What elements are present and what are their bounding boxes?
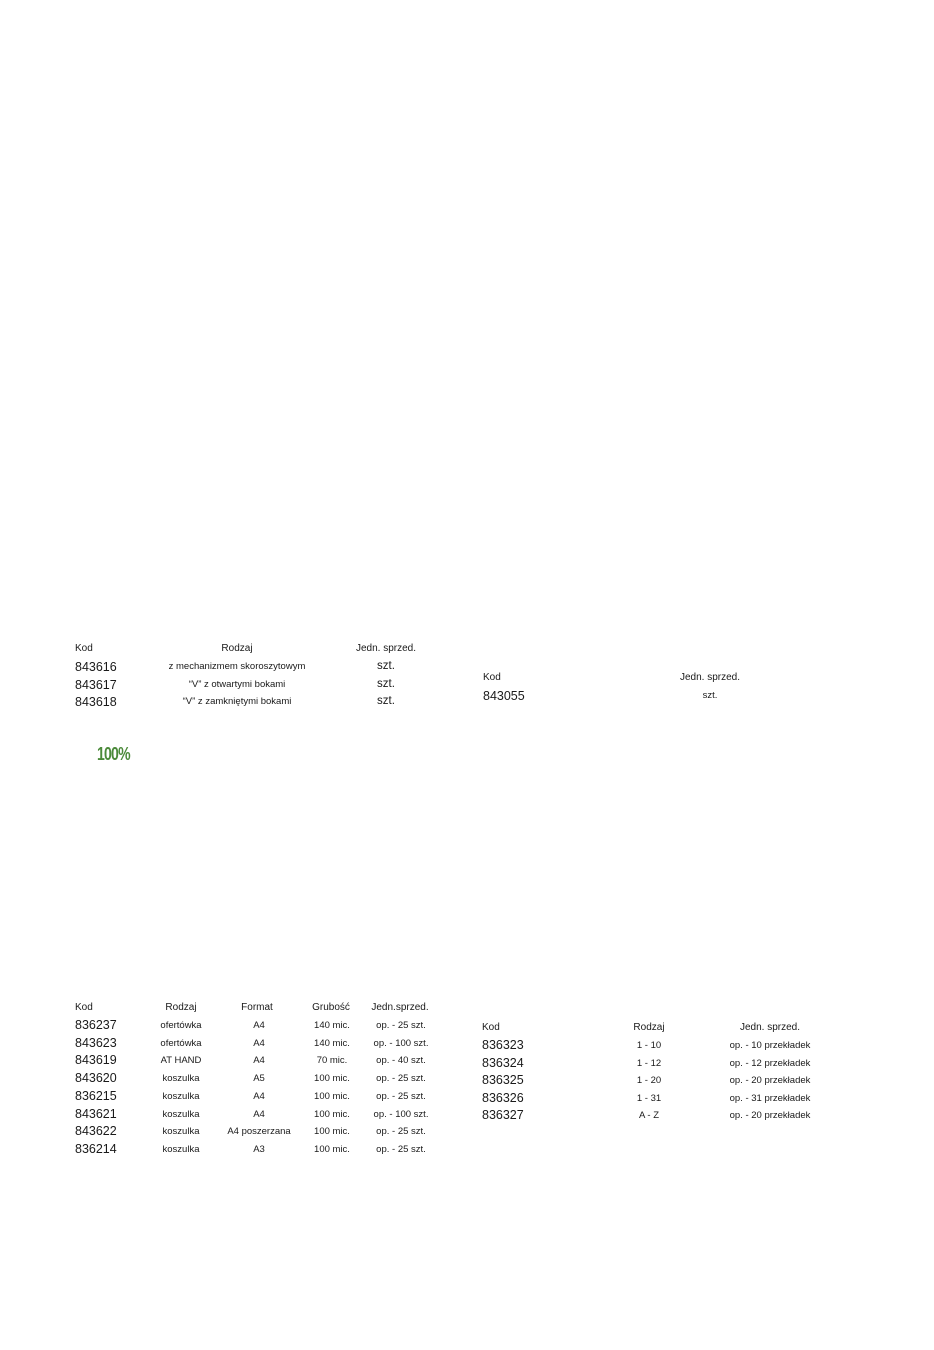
- row-jedn: szt.: [377, 660, 395, 672]
- row-code: 843621: [75, 1106, 117, 1121]
- row-cell: 140 mic.: [314, 1037, 350, 1049]
- header-jedn-sprzed: Jedn. sprzed.: [739, 1022, 801, 1033]
- row-jedn: szt.: [377, 678, 395, 690]
- row-cell: ofertówka: [160, 1037, 202, 1049]
- row-cell: A4: [253, 1037, 265, 1049]
- header-jedn-sprzed: Jedn. sprzed.: [355, 643, 417, 654]
- row-cell: op. - 25 szt.: [376, 1073, 426, 1085]
- row-code: 836214: [75, 1141, 117, 1156]
- row-cell: 1 - 10: [636, 1040, 662, 1051]
- row-code: 843617: [75, 678, 117, 692]
- header-jedn-sprzed: Jedn.sprzed.: [371, 1002, 429, 1013]
- row-code: 843616: [75, 660, 117, 674]
- row-cell: 100 mic.: [314, 1108, 350, 1120]
- row-code: 836237: [75, 1018, 117, 1032]
- row-cell: 1 - 31: [636, 1092, 662, 1104]
- row-code: 836325: [482, 1073, 524, 1088]
- row-cell: 100 mic.: [314, 1090, 350, 1102]
- row-cell: 100 mic.: [314, 1126, 350, 1138]
- row-cell: op. - 40 szt.: [376, 1055, 426, 1067]
- row-cell: op. - 25 szt.: [376, 1143, 426, 1155]
- row-cell: op. - 25 szt.: [376, 1126, 426, 1138]
- header-kod: Kod: [482, 1022, 500, 1033]
- row-cell: op. - 25 szt.: [376, 1020, 426, 1031]
- row-cell: 100 mic.: [314, 1143, 350, 1155]
- row-code: 843622: [75, 1124, 117, 1139]
- row-code: 843620: [75, 1071, 117, 1086]
- row-cell: op. - 25 szt.: [376, 1090, 426, 1102]
- header-rodzaj: Rodzaj: [165, 1002, 197, 1013]
- header-grubosc: Grubość: [312, 1002, 350, 1013]
- row-cell: A4 poszerzana: [227, 1126, 291, 1138]
- row-code: 836215: [75, 1088, 117, 1103]
- row-code: 836327: [482, 1108, 524, 1123]
- header-format: Format: [241, 1002, 273, 1013]
- row-cell: koszulka: [162, 1143, 200, 1155]
- row-cell: A4: [253, 1055, 265, 1067]
- row-rodzaj: z mechanizmem skoroszytowym: [168, 661, 306, 672]
- row-cell: 100 mic.: [314, 1073, 350, 1085]
- row-cell: op. - 100 szt.: [373, 1108, 429, 1120]
- row-code: 836323: [482, 1038, 524, 1052]
- row-cell: A4: [253, 1020, 265, 1031]
- row-cell: koszulka: [162, 1108, 200, 1120]
- header-kod: Kod: [483, 672, 501, 683]
- row-cell: A4: [253, 1108, 265, 1120]
- row-code: 836326: [482, 1090, 524, 1105]
- row-cell: op. - 20 przekładek: [729, 1110, 811, 1122]
- row-cell: 70 mic.: [316, 1055, 348, 1067]
- row-jedn: szt.: [702, 690, 718, 701]
- row-cell: koszulka: [162, 1126, 200, 1138]
- header-kod: Kod: [75, 643, 93, 654]
- row-cell: koszulka: [162, 1073, 200, 1085]
- row-cell: A3: [253, 1143, 265, 1155]
- row-code: 843619: [75, 1053, 117, 1068]
- row-cell: A5: [253, 1073, 265, 1085]
- row-cell: op. - 100 szt.: [373, 1037, 429, 1049]
- header-jedn-sprzed: Jedn. sprzed.: [679, 672, 741, 683]
- header-rodzaj: Rodzaj: [633, 1022, 665, 1033]
- row-code: 843623: [75, 1035, 117, 1050]
- row-cell: op. - 10 przekładek: [729, 1040, 811, 1051]
- row-cell: op. - 31 przekładek: [729, 1092, 811, 1104]
- row-cell: A - Z: [638, 1110, 660, 1122]
- row-cell: op. - 20 przekładek: [729, 1075, 811, 1087]
- row-cell: op. - 12 przekładek: [729, 1057, 811, 1069]
- row-cell: A4: [253, 1090, 265, 1102]
- row-rodzaj: “V” z otwartymi bokami: [188, 679, 286, 690]
- row-cell: 1 - 12: [636, 1057, 662, 1069]
- percent-badge: 100%: [97, 744, 130, 764]
- header-kod: Kod: [75, 1002, 93, 1013]
- row-cell: ofertówka: [160, 1020, 202, 1031]
- row-code: 836324: [482, 1055, 524, 1070]
- row-cell: 140 mic.: [314, 1020, 350, 1031]
- row-jedn: szt.: [377, 695, 395, 707]
- row-cell: AT HAND: [160, 1055, 202, 1067]
- row-rodzaj: “V” z zamkniętymi bokami: [182, 696, 292, 707]
- row-code: 843055: [483, 689, 525, 703]
- row-cell: koszulka: [162, 1090, 200, 1102]
- row-code: 843618: [75, 695, 117, 709]
- header-rodzaj: Rodzaj: [221, 643, 253, 654]
- row-cell: 1 - 20: [636, 1075, 662, 1087]
